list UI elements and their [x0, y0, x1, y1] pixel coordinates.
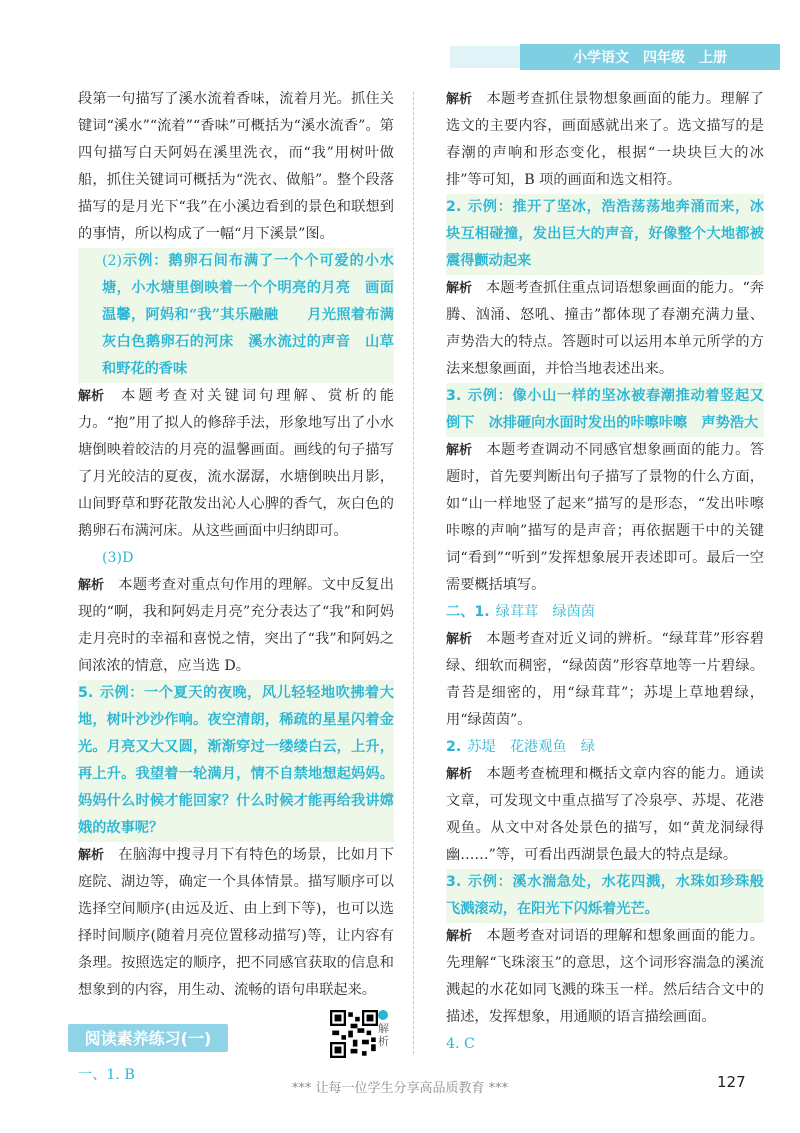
header-tab: [520, 44, 780, 70]
section-header: [78, 1018, 394, 1062]
column-divider: [413, 92, 414, 1054]
subject-label: 小学语文: [573, 50, 629, 66]
section-title: 阅读素养练习(一): [68, 1024, 228, 1052]
answer-section2-q4: 4. C: [446, 1036, 475, 1052]
page-number: 127: [717, 1073, 746, 1091]
left-column: [78, 86, 394, 1089]
qr-label: 解析: [378, 1010, 392, 1048]
answer-section2-q3: 3. 示例：溪水湍急处，水花四溅，水珠如珍珠般飞溅滚动，在阳光下闪烁着光芒。: [446, 869, 764, 923]
answer-2: 2. 示例：推开了坚冰，浩浩荡荡地奔涌而来，冰块互相碰撞，发出巨大的声音，好像整个大地都被震得颤动起来: [446, 194, 764, 275]
analysis-2: 解析 本题考查抓住重点词语想象画面的能力。“奔腾、汹涌、怒吼、撞击”都体现了春潮充满力量、声势浩大的特点。答题时可以运用本单元所学的方法来想象画面，并恰当地表述出来。: [446, 280, 764, 377]
grade-label: 四年级: [643, 50, 685, 66]
analysis-1: 解析 本题考查抓住景物想象画面的能力。理解了选文的主要内容，画面感就出来了。选文描写的是春潮的声响和形态变化，根据“一块块巨大的冰排”等可知，B 项的画面和选文相符。: [446, 91, 764, 188]
qr-code-icon[interactable]: [330, 1010, 378, 1058]
analysis-3: 解析 本题考查调动不同感官想象画面的能力。答题时，首先要判断出句子描写了景物的什么方面，如“山一样地竖了起来”描写的是形态，“发出咔嚓咔嚓的声响”描写的是声音；再依据题干中的关键词“看到”“听到”发挥想象展开表述即可。最后一空需要概括填写。: [446, 442, 764, 593]
paragraph: 段第一句描写了溪水流着香味，流着月光。抓住关键词“溪水”“流着”“香味”可概括为“溪水流香”。第四句描写白天阿妈在溪里洗衣，而“我”用树叶做船，抓住关键词可概括为“洗衣、做船”。整个段落描写的是月光下“我”在小溪边看到的景色和联想到的事情，所以构成了一幅“月下溪景”图。: [78, 91, 394, 242]
analysis-2: 解析 本题考查对关键词句理解、赏析的能力。“抱”用了拟人的修辞手法，形象地写出了小水塘倒映着皎洁的月亮的温馨画面。画线的句子描写了月光皎洁的夏夜，流水潺潺，水塘倒映出月影，山间野草和野花散发出沁人心脾的香气，灰白色的鹅卵石布满河床。从这些画面中归纳即可。: [78, 388, 394, 539]
right-column: [446, 86, 764, 1058]
analysis-section2-q1: 解析 本题考查对近义词的辨析。“绿茸茸”形容碧绿、细软而稠密，“绿茵茵”形容草地等一片碧绿。青苔是细密的，用“绿茸茸”；苏堤上草地碧绿，用“绿茵茵”。: [446, 631, 764, 728]
answer-3: 3. 示例：像小山一样的坚冰被春潮推动着竖起又倒下 冰排砸向水面时发出的咔嚓咔嚓 声势浩大: [446, 383, 764, 437]
answer-5: 5. 示例：一个夏天的夜晚，风儿轻轻地吹拂着大地，树叶沙沙作响。夜空清朗，稀疏的星星闪着金光。月亮又大又圆，渐渐穿过一缕缕白云，上升，再上升。我望着一轮满月，情不自禁地想起妈妈。妈妈什么时候才能回家？什么时候才能再给我讲嫦娥的故事呢？: [78, 680, 394, 842]
analysis-3: 解析 本题考查对重点句作用的理解。文中反复出现的“啊，我和阿妈走月亮”充分表达了“我”和阿妈走月亮时的幸福和喜悦之情，突出了“我”和阿妈之间浓浓的情意，应当选 D。: [78, 577, 394, 674]
answer-section2-q1: 二、1. 绿茸茸 绿茵茵: [446, 604, 595, 620]
volume-label: 上册: [699, 50, 727, 66]
analysis-section2-q3: 解析 本题考查对词语的理解和想象画面的能力。先理解“飞珠滚玉”的意思，这个词形容湍急的溪流溅起的水花如同飞溅的珠玉一样。然后结合文中的描述，发挥想象，用通顺的语言描绘画面。: [446, 928, 764, 1025]
analysis-section2-q2: 解析 本题考查梳理和概括文章内容的能力。通读文章，可发现文中重点描写了冷泉亭、苏堤、花港观鱼。从文中对各处景色的描写，如“黄龙洞绿得幽……”等，可看出西湖景色最大的特点是绿。: [446, 766, 764, 863]
analysis-5: 解析 在脑海中搜寻月下有特色的场景，比如月下庭院、湖边等，确定一个具体情景。描写顺序可以选择空间顺序(由远及近、由上到下等)，也可以选择时间顺序(随着月亮位置移动描写)等，让内容有条理。按照选定的顺序，把不同感官获取的信息和想象到的内容，用生动、流畅的语句串联起来。: [78, 847, 394, 998]
footer-slogan: *** 让每一位学生分享高品质教育 ***: [291, 1081, 509, 1096]
answer-3: (3)D: [102, 550, 134, 566]
answer-section1-q1: 一、1. B: [78, 1067, 135, 1083]
play-icon: [378, 1010, 388, 1020]
answer-section2-q2: 2. 苏堤 花港观鱼 绿: [446, 739, 595, 755]
answer-2: (2)示例：鹅卵石间布满了一个个可爱的小水塘，小水塘里倒映着一个个明亮的月亮 画面温馨，阿妈和“我”其乐融融 月光照着布满灰白色鹅卵石的河床 溪水流过的声音 山草和野花的香味: [78, 248, 394, 383]
